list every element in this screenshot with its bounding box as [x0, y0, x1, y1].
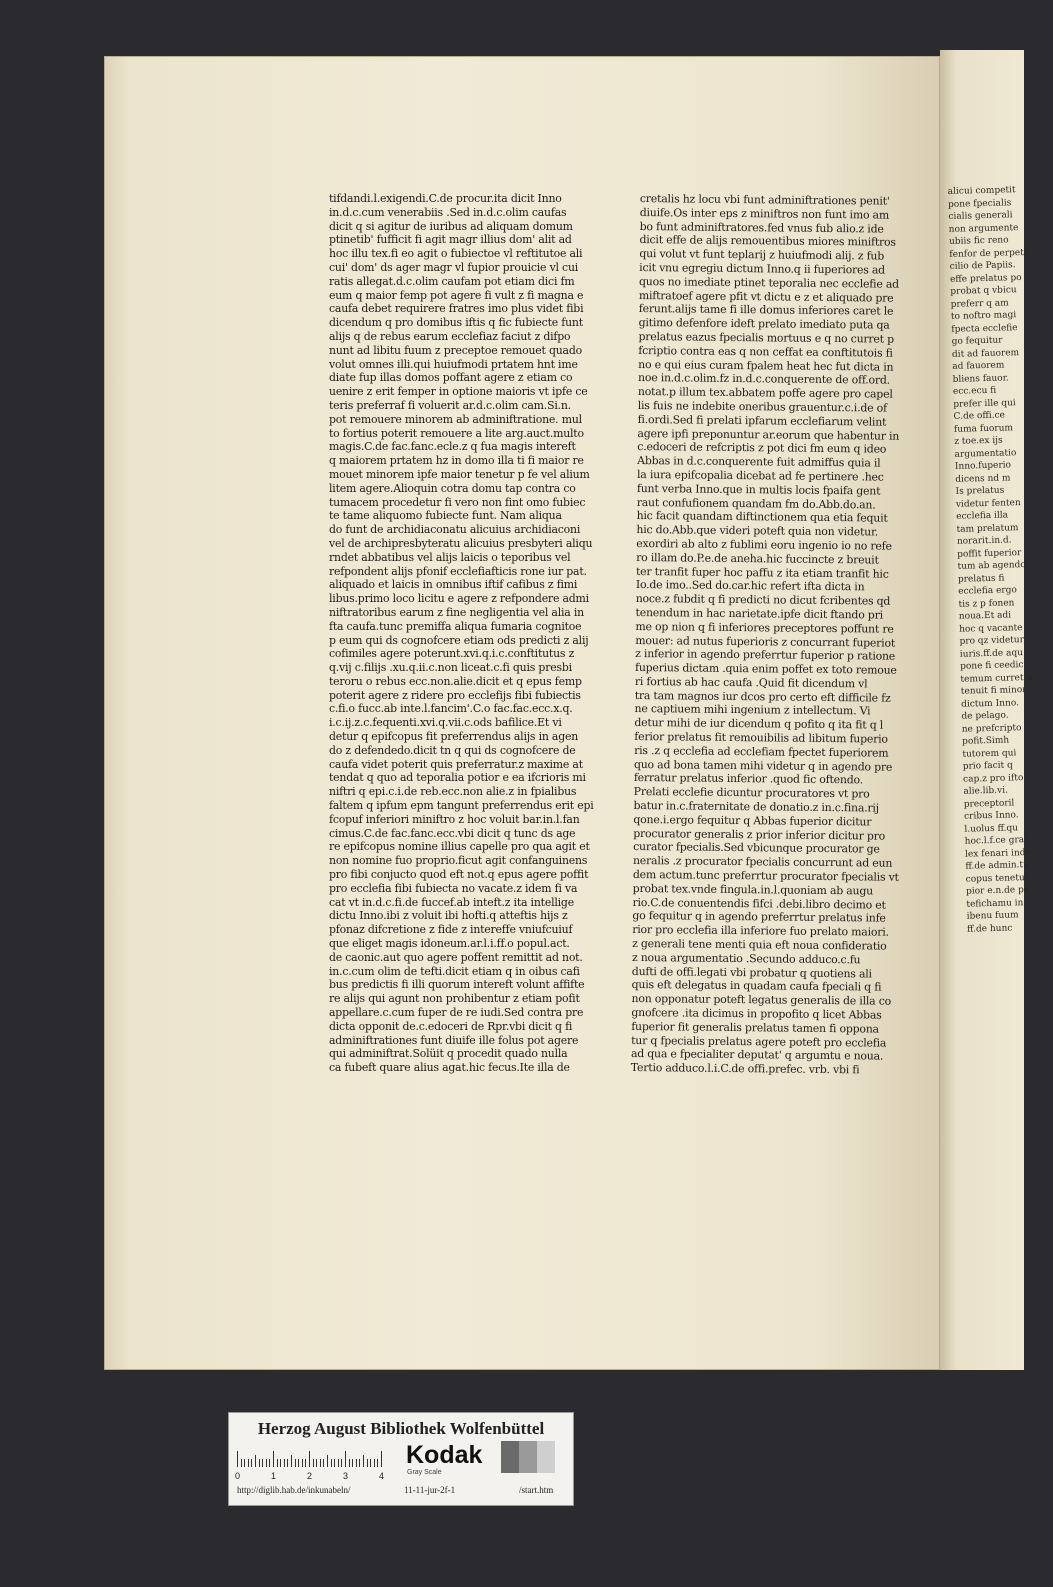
ruler-tick [381, 1451, 382, 1467]
text-line: batur in.c.fraternitate de donatio.z in.c.fina.rij [633, 799, 879, 815]
ruler-tick [266, 1459, 267, 1467]
ruler-tick [327, 1455, 328, 1467]
ruler-tick [284, 1459, 285, 1467]
text-line: ris .z q ecclefia ad ecclefiam fpectet fuperiorem [634, 743, 889, 760]
ruler-tick [349, 1459, 350, 1467]
ruler-tick [305, 1459, 306, 1467]
text-line: curator fpecialis.Sed vbicunque procurator ge [633, 840, 880, 856]
text-line: dictu Inno.ibi z voluit ibi hofti.q atteftis hijs z [329, 909, 568, 923]
margin-text-line: Is prelatus [955, 485, 1005, 497]
margin-text-line: de pelago. [961, 710, 1009, 722]
ruler-tick [334, 1459, 335, 1467]
margin-text-line: tam prelatum [956, 522, 1019, 535]
margin-text-line: noua.Et adi [958, 610, 1012, 622]
margin-text-line: alie.lib.vi. [963, 785, 1009, 797]
text-line: non nomine fuo proprio.ficut agit confanguinens [329, 854, 588, 868]
text-line: cofimiles agere poterunt.xvi.q.i.c.conftitutus z [329, 647, 575, 661]
margin-text-line: tenuit fi minor [960, 685, 1027, 697]
text-line: fuperius dictam .quia enim poffet ex toto remoue [634, 661, 897, 677]
text-line: noce.z fubdit q fi predicti no dicut fcribentes qd [635, 592, 891, 608]
margin-text-line: pofit.Simh [961, 735, 1010, 747]
ruler-tick [374, 1459, 375, 1467]
ruler-tick [244, 1459, 245, 1467]
text-line: neralis .z procurator fpecialis concurrunt ad eun [632, 854, 893, 870]
text-line: vel de archipresbyteratu alicuius presbyteri aliqu [329, 536, 593, 550]
text-line: pfonaz difcretione z fide z intereffe vniufcuiuf [329, 923, 573, 937]
start-link-text: /start.htm [519, 1485, 554, 1495]
text-line: fcriptio contra eas q non ceffat ea conftitutois fi [638, 343, 893, 360]
text-line: fta caufa.tunc premiffa aliqua fumaria cognitoe [329, 619, 582, 633]
margin-text-line: ad fauorem [952, 360, 1005, 372]
text-line: probat tex.vnde fingula.in.l.quoniam ab augu [632, 881, 874, 898]
text-line: volut omnes illi.qui huiufmodi prtatem hnt ime [329, 357, 578, 371]
margin-text-line: ubiis fic reno [948, 235, 1009, 247]
margin-text-line: Inno.fuperio [954, 460, 1012, 472]
margin-text-line: preferr q am [950, 297, 1009, 310]
margin-text-line: fenfor de perpetu [949, 247, 1030, 260]
text-line: q maiorem prtatem hz in domo illa ti fi maior re [329, 454, 584, 468]
text-line: dem actum.tunc preferrtur procurator fpecialis vt [632, 868, 899, 884]
text-line: rior pro ecclefia illa inferiore fuo prelato maiori. [632, 923, 889, 939]
text-line: nunt ad libitu fuum z preceptoe remouet quado [329, 343, 582, 357]
text-line: mouet minorem ipfe maior tenetur p fe vel alium [329, 467, 590, 481]
text-line: tur q fpecialis prelatus agere poteft pro ecclefia [631, 1033, 887, 1050]
scale-url: http://diglib.hab.de/inkunabeln/ [237, 1485, 351, 1495]
text-line: raut confufionem quandam fm do.Abb.do.an. [636, 495, 876, 512]
text-line: c.fi.o fucc.ab inte.l.fancim'.C.o fac.fac.ecc.x.q. [329, 702, 573, 716]
text-line: hoc illu tex.fi eo agit o fubiectoe vl reftitutoe ali [329, 247, 583, 261]
ruler-tick [255, 1455, 256, 1467]
ruler-number: 1 [271, 1471, 277, 1481]
text-line: gnofcere .ita dicimus in propofito q licet Abbas [631, 1005, 882, 1022]
ruler-tick [316, 1459, 317, 1467]
text-line: q.vij c.filijs .xu.q.ii.c.non liceat.c.fi quis presbi [329, 661, 572, 675]
ruler-number: 2 [307, 1471, 313, 1481]
text-line: refpondent alijs pfonif ecclefiafticis rone iur pat. [329, 564, 587, 578]
text-line: pro ecclefia fibi fubiecta no vacate.z idem fi va [329, 881, 578, 895]
gray-patch-mid [519, 1441, 537, 1473]
ruler-tick [241, 1459, 242, 1467]
ruler-tick [359, 1459, 360, 1467]
text-line: ad qua e fpecialiter deputat' q argumtu e noua. [630, 1047, 884, 1063]
margin-text-line: iuris.ff.de aqu [959, 647, 1024, 660]
ruler-tick [367, 1459, 368, 1467]
text-line: rndet abbatibus vel alijs laicis o teporibus vel [329, 550, 571, 564]
text-line: cimus.C.de fac.fanc.ecc.vbi dicit q tunc ds age [329, 826, 576, 840]
text-line: teris preferraf fi voluerit ar.d.c.olim cam.Si.n. [329, 398, 571, 412]
text-line: quo ad bona tamen mihi videtur q in agendo pre [633, 757, 893, 774]
margin-text-line: tefichamu in [966, 897, 1024, 910]
margin-text-line: cribus Inno. [963, 810, 1019, 822]
text-line: tra tam magnos iur dcos pro certo eft difficile fz [634, 688, 891, 705]
text-line: magis.C.de fac.fanc.ecle.z q fua magis intereft [329, 440, 576, 454]
text-line: que eliget magis idoneum.ar.l.i.ff.o popul.act. [329, 937, 570, 951]
right-text-column [631, 192, 932, 1078]
text-line: notat.p illum tex.abbatem poffe agere pro capel [637, 385, 893, 401]
text-line: tenendum in hac narietate.ipfe dicit ftando pri [635, 605, 883, 622]
text-line: dicit q si agitur de iuribus ad aliquam domum [329, 219, 573, 233]
text-line: exordiri ab alto z fublimi eoru ingenio io no refe [636, 536, 892, 553]
margin-text-line: temum curret p [960, 672, 1033, 685]
ruler-tick [302, 1459, 303, 1467]
text-line: to fortius poterit remouere a lite arg.auct.multo [329, 426, 584, 440]
text-line: bo funt adminiftratores.fed vnus fub alio.z ide [639, 219, 884, 236]
text-line: ferunt.alijs tame fi ille domus inferiores caret le [638, 302, 894, 319]
margin-text-line: pro qz videtur [959, 635, 1025, 647]
ruler-tick [323, 1459, 324, 1467]
margin-text-line: non argumente [948, 222, 1019, 235]
text-line: dicta opponit de.c.edoceri de Rpr.vbi dicit q fi [329, 1019, 573, 1033]
ruler-tick [313, 1459, 314, 1467]
text-line: in.c.cum olim de tefti.dicit etiam q in oibus cafi [329, 964, 580, 978]
text-line: dufti de offi.legati vbi probatur q quotiens ali [631, 964, 872, 981]
text-line: agere ipfi preponuntur ar.eorum que habentur in [637, 426, 900, 443]
text-line: ca fubeft quare alius agat.hic fecus.Ite illa de [329, 1061, 570, 1075]
text-line: i.c.ij.z.c.fequenti.xvi.q.vii.c.ods bafilice.Et vi [329, 716, 562, 730]
ruler-tick [345, 1451, 346, 1467]
ruler-tick [248, 1459, 249, 1467]
text-line: litem agere.Alioquin cotra domu tap contra co [329, 481, 576, 495]
text-line: qone.i.ergo fequitur q Abbas fuperior dicitur [633, 812, 872, 829]
ruler-tick [280, 1459, 281, 1467]
margin-text-line: fpecta ecclefie [951, 322, 1018, 335]
ruler-tick [273, 1451, 274, 1467]
text-line: rio.C.de conuentendis fifci .debi.libro decimo et [632, 895, 886, 912]
margin-text-line: alicui competit [947, 185, 1016, 197]
ruler-number: 4 [379, 1471, 385, 1481]
ruler-tick [295, 1459, 296, 1467]
margin-text-line: cialis generali [948, 210, 1013, 222]
text-line: prelatus eazus fpecialis mortuus e q no curret p [638, 329, 894, 346]
library-name: Herzog August Bibliothek Wolfenbüttel [257, 1419, 545, 1438]
margin-text-line: go fequitur [951, 335, 1003, 347]
text-line: pro fibi conjucto quod eft not.q epus agere poffit [329, 868, 589, 882]
margin-text-line: cap.z pro ifto [962, 772, 1024, 785]
text-line: z noua argumentatio .Secundo adduco.c.fu [631, 950, 861, 967]
left-text-column [329, 192, 621, 1075]
ruler-tick [341, 1459, 342, 1467]
text-line: gitimo defenfore ideft prelato imediato puta qa [638, 316, 890, 332]
color-scale-card [228, 1412, 574, 1506]
margin-text-line: prio facit q [962, 760, 1013, 772]
ruler-tick [291, 1455, 292, 1467]
text-line: cat vt in.d.c.fi.de fuccef.ab inteft.z ita intellige [329, 895, 574, 909]
margin-text-line: preceptoril [963, 797, 1015, 810]
text-line: go fequitur q in agendo preferrtur prelatus infe [632, 909, 886, 926]
margin-text-line: tutorem qui [962, 747, 1017, 760]
ruler-tick [320, 1459, 321, 1467]
gray-scale-label: Gray Scale [407, 1469, 442, 1476]
text-line: noe in.d.c.olim.fz in.d.c.conquerente de off.ord. [637, 371, 891, 387]
text-line: funt verba Inno.que in multis locis fpaifa gent [636, 481, 881, 498]
margin-text-line: prelatus fi [957, 573, 1005, 585]
text-line: teroru o rebus ecc.non.alie.dicit et q epus femp [329, 674, 582, 688]
text-line: hic do.Abb.que videri poteft quia non videtur. [636, 523, 879, 539]
margin-text-line: hoc q vacante [959, 622, 1023, 635]
text-line: caufa debet requirere fratres imo plus videt fibi [329, 302, 584, 316]
margin-text-line: dictum Inno. [961, 697, 1020, 710]
text-line: ptinetib' fufficit fi agit magr illius dom' alit ad [329, 233, 572, 247]
margin-text-line: probat q vbicu [950, 285, 1017, 297]
margin-text-line: ff.de admin.tu [965, 860, 1030, 872]
margin-text-line: tis z p fonen [958, 597, 1015, 610]
margin-text-line: prefer ille qui [953, 397, 1016, 410]
text-line: tendat q quo ad teporalia potior e ea ifcrioris mi [329, 771, 586, 785]
text-line: Prelati ecclefie dicuntur procuratores vt pro [633, 785, 870, 801]
ruler-number: 3 [343, 1471, 349, 1481]
text-line: quos no imediate ptinet teporalia nec ecclefie ad [638, 274, 900, 291]
margin-text-line: pone fpecialis [947, 197, 1012, 210]
margin-text-line: pior e.n.de pe [965, 885, 1030, 897]
text-line: Tertio adduco.l.i.C.de offi.prefec. vrb. vbi fi [630, 1061, 860, 1077]
margin-text-line: argumentatio [954, 447, 1017, 460]
text-line: ter tranfit fuper hoc paffu z ita etiam tranfit hic [635, 564, 889, 581]
text-line: ferratur prelatus inferior .quod fic oftendo. [633, 771, 864, 787]
text-line: icit vnu egregiu dictum Inno.q ii fuperiores ad [639, 260, 886, 277]
text-line: uenire z erit femper in optione maioris vt ipfe ce [329, 385, 588, 399]
ruler-tick [259, 1459, 260, 1467]
text-line: procurator generalis z prior inferior dicitur pro [633, 826, 886, 843]
text-line: tifdandi.l.exigendi.C.de procur.ita dicit Inno [329, 192, 562, 205]
margin-text-line: effe prelatus po [949, 272, 1022, 285]
text-line: in.d.c.cum venerabiis .Sed in.d.c.olim caufas [329, 205, 567, 219]
margin-text-line: copus tenetur [965, 872, 1030, 885]
ruler-tick [338, 1459, 339, 1467]
text-line: dicit effe de alijs remouentibus miores miniftros [639, 233, 896, 250]
ruler-tick [377, 1459, 378, 1467]
margin-text-line: ecclefia illa [956, 510, 1009, 522]
text-line: cui' dom' ds ager magr vl fupior prouicie vl cui [329, 260, 579, 274]
ruler-tick [298, 1459, 299, 1467]
margin-text-line: ecc.ecu fi [952, 385, 997, 397]
text-line: diate fup illas domos poffant agere z etiam co [329, 371, 573, 385]
text-line: detur q epifcopus fit preferrendus alijs in agen [329, 730, 579, 744]
text-line: ratis allegat.d.c.olim caufam pot etiam dici fm [329, 274, 575, 288]
margin-text-line: z toe.ex ijs [954, 435, 1003, 447]
margin-text-line: lex fenari inde [964, 847, 1031, 860]
scale-ruler [235, 1445, 405, 1481]
margin-text-line: bliens fauor. [952, 372, 1009, 385]
text-line: dicendum q pro domibus iftis q fic fubiecte funt [329, 316, 583, 330]
margin-text-line: videtur fenten [955, 497, 1021, 510]
margin-text-line: to noftro magi [950, 310, 1017, 322]
text-line: caufa videt poterit quis preferratur.z maxime at [329, 757, 583, 771]
kodak-logo: Kodak [406, 1441, 483, 1469]
text-line: lis fuis ne indebite oneribus grauentur.c.i.de of [637, 398, 887, 415]
margin-text-line: fuma fuorum [953, 422, 1014, 435]
text-line: ferior prelatus fit remouibilis ad libitum fuperio [634, 730, 888, 746]
text-line: appellare.c.cum fuper de re iudi.Sed contra pre [329, 1006, 584, 1020]
text-line: p eum qui ds cognofcere etiam ods predicti z alij [329, 633, 589, 647]
text-line: aliquado et laicis in omnibus iftif cafibus z fimi [329, 578, 578, 592]
text-line: Io.de imo..Sed do.car.hic refert ifta dicta in [635, 578, 865, 594]
gray-patch-dark [501, 1441, 519, 1473]
margin-text-line: hoc.l.f.ce grat [964, 835, 1028, 847]
text-line: re alijs qui agunt non prohibentur z etiam pofit [329, 992, 580, 1006]
text-line: faltem q ipfum epm tangunt preferrendus erit epi [329, 799, 594, 813]
ruler-tick [277, 1459, 278, 1467]
text-line: quis eft delegatus in quadam caufa fpeciali q fi [631, 978, 882, 994]
text-line: adminiftrationes funt diuife ille folus pot agere [329, 1033, 579, 1047]
text-line: do z defendedo.dicit tn q qui ds cognofcere de [329, 743, 576, 757]
text-line: niftratoribus earum z fine negligentia vel alia in [329, 605, 584, 619]
text-line: non opponatur poteft legatus generalis de illa co [631, 992, 892, 1008]
margin-text-line: cilio de Papiis. [949, 260, 1016, 272]
ruler-tick [262, 1459, 263, 1467]
margin-text-line: ibenu fuum [966, 910, 1019, 922]
text-line: re epifcopus nomine illius capelle pro qua agit et [329, 840, 590, 854]
margin-text-line: poffit fuperior [957, 547, 1022, 560]
margin-text-line: ecclefia ergo [958, 585, 1017, 597]
text-line: alijs q de rebus earum ecclefiaz faciut z difpo [329, 329, 571, 343]
margin-text-line: dit ad fauorem [951, 347, 1020, 360]
text-line: la iura epifcopalia dicebat ad fe pertinere .hec [636, 467, 884, 484]
gray-patch-light [537, 1441, 555, 1473]
text-line: tumacem procedetur fi vero non fint omo fubiec [329, 495, 586, 509]
shelfmark-code: 11-11-jur-2f-1 [404, 1485, 456, 1495]
text-line: me op nion q fi inferiores preceptores poffunt re [635, 619, 894, 636]
text-line: mouer: ad nutus fuperioris z concurrant fuperiot [635, 633, 896, 650]
text-line: ro illam do.P.e.de aneha.hic fuccincte z breuit [636, 550, 879, 567]
text-line: c.edoceri de refcriptis z pot dici fm eum q ideo [637, 440, 887, 456]
ruler-tick [370, 1459, 371, 1467]
text-line: fcopuf inferiori miniftro z hoc voluit bar.in.l.fan [329, 812, 580, 826]
margin-text-line: tum ab agendo [957, 560, 1026, 572]
text-line: bus predictis fi illi quorum intereft volunt affifte [329, 978, 585, 992]
text-line: ri fortius ab hac caufa .Quid fit dicendum vl [634, 674, 868, 691]
ruler-number: 0 [235, 1471, 241, 1481]
margin-text-line: ff.de hunc [966, 923, 1013, 935]
ruler-tick [352, 1459, 353, 1467]
text-line: eum q maior femp pot agere fi vult z fi magna e [329, 288, 584, 302]
text-line: de caonic.aut quo agere poffent remittit ad not. [329, 950, 583, 964]
ruler-tick [309, 1451, 310, 1467]
text-line: qui volut vt funt teplarij z huiufmodi alij. z fub [639, 247, 885, 263]
text-line: fuperior fit generalis prelatus tamen fi oppona [631, 1019, 879, 1036]
text-line: qui adminiftrat.Solüit q procedit quado nulla [329, 1047, 568, 1061]
margin-text-line: l.uolus ff.qu [964, 822, 1019, 835]
ruler-tick [237, 1451, 238, 1467]
text-line: libus.primo loco licitu e agere z refpondere admi [329, 592, 589, 606]
text-line: te tame aliquomo fubiecte funt. Nam aliqua [329, 509, 562, 523]
text-line: hic facit quandam diftinctionem qua etia fequit [636, 509, 888, 525]
ruler-tick [287, 1459, 288, 1467]
text-line: poterit agere z ridere pro ecclefijs fibi fubiectis [329, 688, 581, 702]
text-line: detur mihi de iur dicendum q pofito q ita fit q l [634, 716, 884, 732]
margin-text-line: pone fi ceedic [960, 660, 1024, 672]
margin-text-line: dicens nd m [955, 472, 1011, 485]
ruler-tick [363, 1455, 364, 1467]
text-line: pot remouere minorem ab adminiftratione. mul [329, 412, 582, 426]
ruler-tick [269, 1459, 270, 1467]
margin-text-line: ne prefcripto [961, 722, 1022, 735]
margin-text-line: norarit.in.d. [956, 535, 1012, 547]
text-line: diuife.Os inter eps z miniftros non funt imo am [639, 205, 890, 222]
text-line: do funt de archidiaconatu alicuius archidiaconi [329, 523, 581, 537]
text-line: z inferior in agendo preferrtur fuperior p ratione [635, 647, 896, 663]
ruler-tick [356, 1459, 357, 1467]
text-line: niftri q epi.c.i.de reb.ecc.non alie.z in fpialibus [329, 785, 577, 799]
text-line: Abbas in d.c.conquerente fuit admiffus quia il [637, 454, 881, 470]
text-line: z generali tene menti quia eft noua confideratio [632, 936, 887, 953]
margin-text-line: C.de offi.ce [953, 410, 1006, 422]
text-line: ne captiuem mihi ingenium z intellectum. Vi [634, 702, 871, 718]
ruler-tick [331, 1459, 332, 1467]
text-line: fi.ordi.Sed fi prelati ipfarum ecclefiarum velint [637, 412, 887, 429]
text-line: cretalis hz locu vbi funt adminiftrationes penit' [639, 192, 890, 208]
text-line: miftratoef agere pfit vt dictu e z et aliquado pre [638, 288, 894, 305]
ruler-tick [251, 1459, 252, 1467]
text-line: no e qui eius curam fpalem heat hec fut dicta in [638, 357, 894, 374]
